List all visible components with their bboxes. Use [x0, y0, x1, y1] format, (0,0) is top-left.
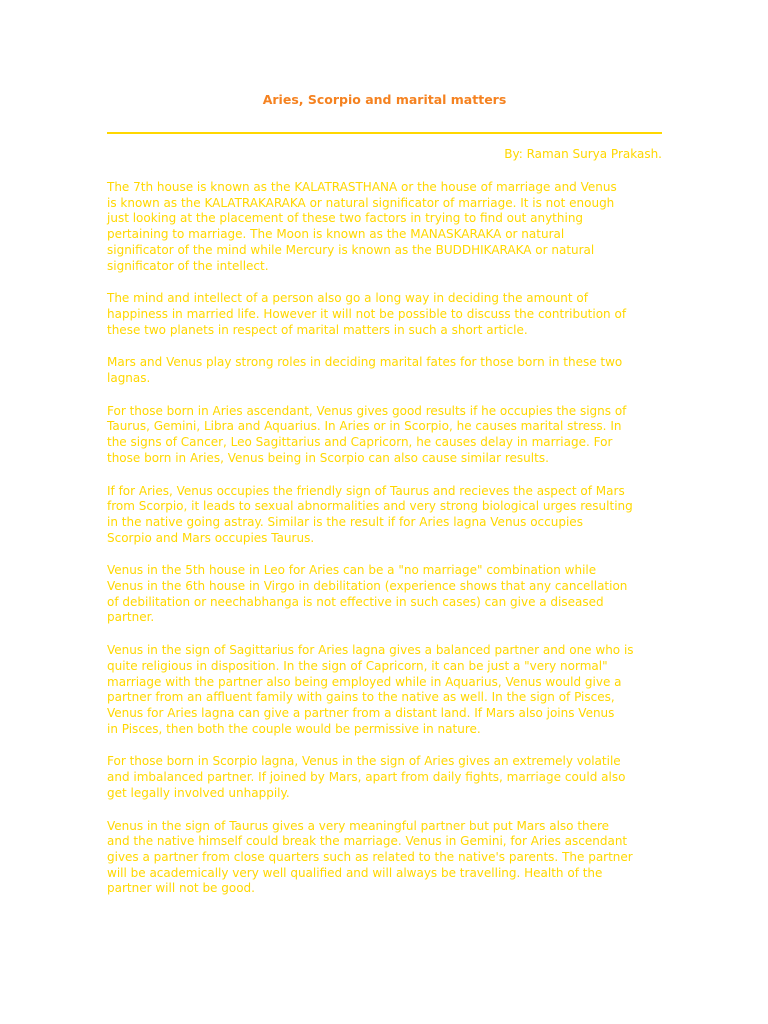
article-body [107, 180, 662, 914]
paragraph-6: Venus in the 5th house in Leo for Aries can be a "no marriage" combination while Venus in the 6th house in Virgo in debilitation (experience shows that any cancellation of debilitation or neechabhanga is not effective in such cases) can give a diseased partner. [107, 563, 628, 625]
paragraph-1: The 7th house is known as the KALATRASTHANA or the house of marriage and Venus is known as the KALATRAKARAKA or natural significator of marriage. It is not enough just looking at the placement of these two factors in trying to find out anything pertaining to marriage. The Moon is known as the MANASKARAKA or natural significator of the mind while Mercury is known as the BUDDHIKARAKA or natural significator of the intellect. [107, 180, 617, 273]
title-divider [107, 132, 662, 134]
author-byline: By: Raman Surya Prakash. [504, 147, 662, 161]
paragraph-4: For those born in Aries ascendant, Venus gives good results if he occupies the signs of Taurus, Gemini, Libra and Aquarius. In Aries or in Scorpio, he causes marital stress. In the signs of Cancer, Leo Sagittarius and Capricorn, he causes delay in marriage. For those born in Aries, Venus being in Scorpio can also cause similar results. [107, 403, 627, 465]
paragraph-7: Venus in the sign of Sagittarius for Aries lagna gives a balanced partner and one who is quite religious in disposition. In the sign of Capricorn, it can be just a "very normal" marriage with the partner also being employed while in Aquarius, Venus would give a partner from an affluent family with gains to the native as well. In the sign of Pisces, Venus for Aries lagna can give a partner from a distant land. If Mars also joins Venus in Pisces, then both the couple would be permissive in nature. [107, 643, 634, 736]
paragraph-3: Mars and Venus play strong roles in deciding marital fates for those born in these two lagnas. [107, 355, 623, 386]
paragraph-2: The mind and intellect of a person also go a long way in deciding the amount of happiness in married life. However it will not be possible to discuss the contribution of these two planets in respect of marital matters in such a short article. [107, 291, 627, 337]
paragraph-8: For those born in Scorpio lagna, Venus in the sign of Aries gives an extremely volatile and imbalanced partner. If joined by Mars, apart from daily fights, marriage could also get legally involved unhappily. [107, 754, 626, 800]
paragraph-9: Venus in the sign of Taurus gives a very meaningful partner but put Mars also there and the native himself could break the marriage. Venus in Gemini, for Aries ascendant gives a partner from close quarters such as related to the native's parents. The partner will be academically very well qualified and will always be travelling. Health of the partner will not be good. [107, 818, 633, 896]
article-title: Aries, Scorpio and marital matters [262, 92, 507, 107]
paragraph-5: If for Aries, Venus occupies the friendly sign of Taurus and recieves the aspect of Mars from Scorpio, it leads to sexual abnormalities and very strong biological urges resulting in the native going astray. Similar is the result if for Aries lagna Venus occupies Scorpio and Mars occupies Taurus. [107, 483, 633, 545]
